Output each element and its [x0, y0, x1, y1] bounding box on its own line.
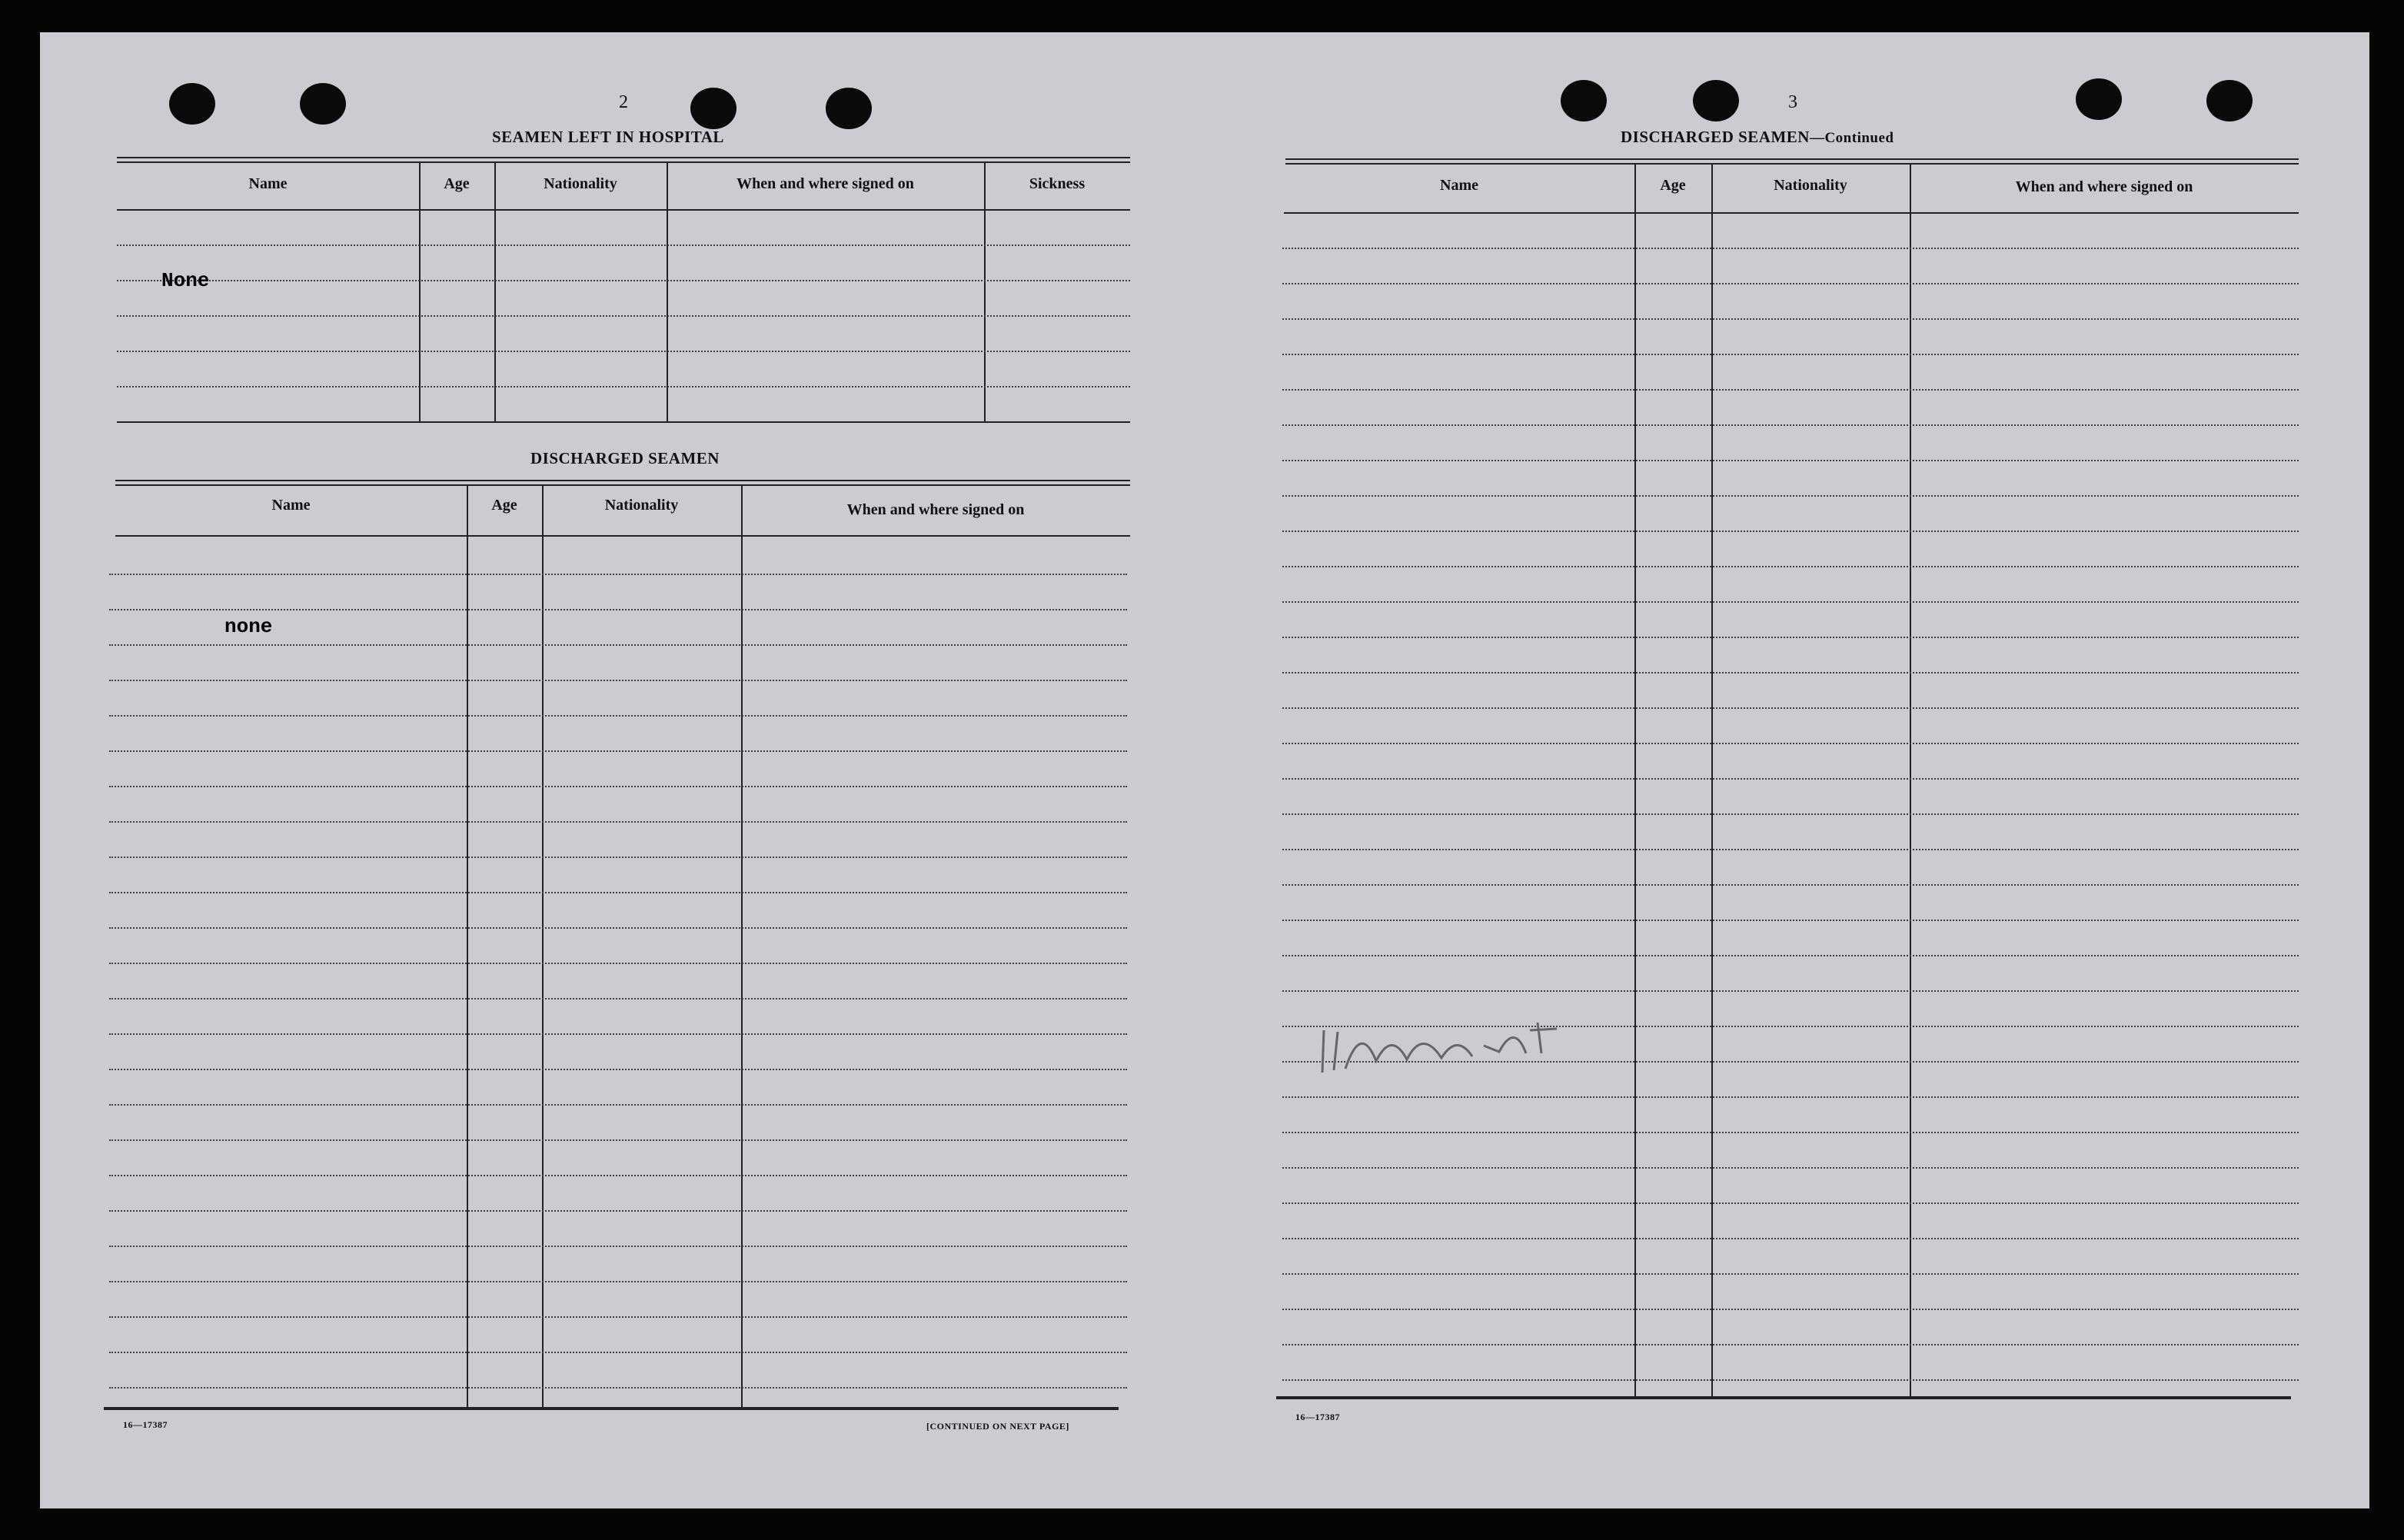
row-rule [109, 574, 1127, 575]
row-rule [1282, 424, 2299, 426]
discharged-col-signed-on: When and where signed on [846, 501, 1025, 518]
row-rule [109, 1139, 1127, 1141]
row-rule [109, 998, 1127, 1000]
punch-hole [690, 88, 736, 129]
hospital-col-age: Age [444, 175, 470, 192]
row-rule [1282, 955, 2299, 956]
punch-hole [1693, 80, 1739, 121]
row-rule [109, 786, 1127, 787]
row-rule [1282, 495, 2299, 497]
page-number-right: 3 [1788, 92, 1797, 112]
row-rule [1282, 531, 2299, 532]
hospital-col-name: Name [248, 175, 288, 192]
row-rule [109, 1281, 1127, 1282]
row-rule [1282, 1202, 2299, 1204]
row-rule [109, 821, 1127, 823]
row-rule [109, 1069, 1127, 1070]
punch-hole [2076, 78, 2122, 120]
hospital-col-nationality: Nationality [544, 175, 617, 192]
row-rule [109, 1033, 1127, 1035]
row-rule [109, 750, 1127, 752]
hospital-entry-name: None [161, 269, 210, 292]
row-rule [1282, 1309, 2299, 1310]
row-rule [109, 1316, 1127, 1318]
row-rule [1282, 990, 2299, 992]
right-col-signed-on: When and where signed on [2015, 178, 2193, 195]
row-rule [1282, 566, 2299, 567]
row-rule [109, 680, 1127, 681]
right-col-nationality: Nationality [1774, 177, 1847, 194]
row-rule [1282, 318, 2299, 320]
row-rule [109, 927, 1127, 929]
row-rule [1282, 672, 2299, 674]
continued-note: [CONTINUED ON NEXT PAGE] [926, 1421, 1069, 1432]
row-rule [1282, 1344, 2299, 1345]
row-rule [1282, 1238, 2299, 1239]
hospital-col-sickness: Sickness [1029, 175, 1086, 192]
right-col-name: Name [1440, 177, 1478, 194]
row-rule [109, 1210, 1127, 1212]
row-rule [1282, 813, 2299, 815]
right-title-suffix: —Continued [1809, 130, 1894, 146]
row-rule [1282, 884, 2299, 886]
row-rule [1282, 354, 2299, 355]
hospital-section-title: SEAMEN LEFT IN HOSPITAL [492, 128, 724, 146]
punch-hole [2206, 80, 2253, 121]
row-rule [1282, 707, 2299, 709]
row-rule [109, 1387, 1127, 1389]
row-rule [109, 609, 1127, 610]
row-rule [1282, 743, 2299, 744]
document-sheet [40, 32, 2369, 1508]
row-rule [1282, 778, 2299, 780]
row-rule [1282, 1132, 2299, 1133]
row-rule [1282, 637, 2299, 638]
row-rule [109, 892, 1127, 893]
row-rule [1282, 283, 2299, 284]
discharged-section-title: DISCHARGED SEAMEN [530, 449, 720, 467]
row-rule [109, 963, 1127, 964]
row-rule [109, 644, 1127, 646]
row-rule [1282, 1273, 2299, 1275]
discharged-col-name: Name [271, 497, 311, 514]
right-title-main: DISCHARGED SEAMEN [1621, 128, 1810, 146]
form-number-right: 16—17387 [1295, 1412, 1340, 1422]
punch-hole [826, 88, 872, 129]
row-rule [1282, 248, 2299, 249]
row-rule [1282, 920, 2299, 921]
discharged-col-age: Age [491, 497, 517, 514]
row-rule [1282, 460, 2299, 461]
row-rule [1282, 849, 2299, 850]
row-rule [1282, 1167, 2299, 1169]
row-rule [109, 1352, 1127, 1353]
right-col-age: Age [1660, 177, 1686, 194]
discharged-col-nationality: Nationality [604, 497, 679, 514]
hospital-col-signed-on: When and where signed on [736, 175, 914, 192]
row-rule [109, 1175, 1127, 1176]
punch-hole [300, 83, 346, 125]
row-rule [109, 856, 1127, 858]
row-rule [1282, 1096, 2299, 1098]
row-rule [109, 1246, 1127, 1247]
punch-hole [1561, 80, 1607, 121]
handwritten-mark [1307, 1000, 1568, 1092]
row-rule [1282, 601, 2299, 603]
page-number-left: 2 [619, 92, 628, 112]
row-rule [109, 1104, 1127, 1106]
row-rule [109, 715, 1127, 717]
punch-hole [169, 83, 215, 125]
row-rule [1282, 389, 2299, 391]
row-rule [1282, 1379, 2299, 1381]
discharged-entry-name: none [224, 615, 273, 638]
form-number-left: 16—17387 [123, 1419, 168, 1430]
right-section-title [1621, 128, 1894, 147]
